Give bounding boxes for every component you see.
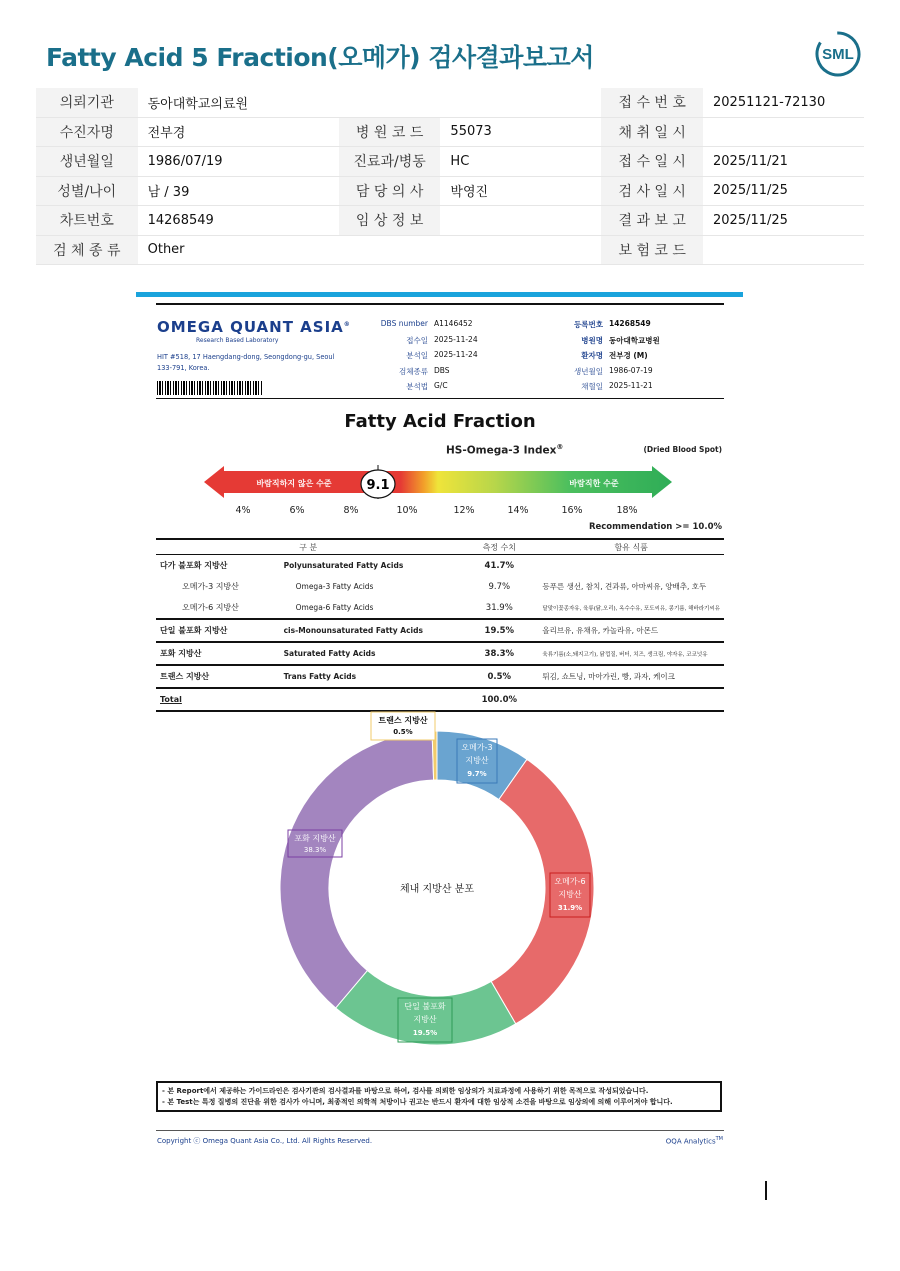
fatty-acid-title: Fatty Acid Fraction — [344, 411, 536, 432]
patient-field-value: 동아대학교의료원 — [138, 88, 339, 117]
acid-name-en: Saturated Fatty Acids — [280, 642, 461, 665]
report-title: Fatty Acid 5 Fraction(오메가) 검사결과보고서 — [46, 43, 594, 72]
acid-name-ko: 단일 불포화 지방산 — [156, 619, 280, 642]
meta-value: 동아대학교병원 — [609, 335, 660, 345]
acid-name-en: Omega-6 Fatty Acids — [295, 603, 374, 612]
patient-field-label: 임 상 정 보 — [339, 206, 441, 236]
patient-field-value: HC — [440, 147, 601, 177]
scale-tick: 18% — [616, 505, 638, 516]
acid-name-ko: 포화 지방산 — [156, 642, 280, 665]
meta-value: 2025-11-24 — [434, 350, 478, 359]
scale-tick: 10% — [396, 505, 418, 516]
meta-key: 병원명 — [581, 335, 603, 345]
omega3-index-scale — [204, 464, 672, 500]
acid-foods: 등푸른 생선, 참치, 견과류, 아마씨유, 양배추, 호두 — [542, 582, 707, 591]
index-value: 9.1 — [366, 478, 390, 493]
fatty-acid-row — [156, 619, 724, 642]
acid-percent: 19.5% — [460, 619, 538, 642]
sample-type-note: (Dried Blood Spot) — [643, 445, 722, 454]
lab-address: HIT #518, 17 Haengdang-dong, Seongdong-gu, Seoul 133-791, Korea. — [157, 353, 335, 372]
patient-field-value: Other — [138, 235, 339, 265]
report-meta-left — [370, 319, 570, 399]
disclaimer-line-2: - 본 Test는 특정 질병의 진단을 위한 검사가 아니며, 최종적인 의학적 처방이나 권고는 반드시 환자에 대한 임상적 소견을 바탕으로 임상의에 의해 이루어져야 합니다. — [162, 1098, 673, 1106]
patient-field-label: 병 원 코 드 — [339, 117, 441, 147]
patient-field-label — [339, 235, 441, 265]
acid-percent: 38.3% — [460, 642, 538, 665]
acid-foods: 달맞이꽃종자유, 육류(닭,오리), 옥수수유, 포도씨유, 콩기름, 해바라기씨유 — [542, 605, 720, 612]
logo-text: SML — [822, 46, 854, 63]
acid-percent: 9.7% — [488, 581, 511, 592]
meta-key: 검체종류 — [399, 366, 428, 376]
acid-foods: 튀김, 쇼트닝, 마아가린, 빵, 과자, 케이크 — [538, 665, 724, 688]
acid-percent: 0.5% — [460, 665, 538, 688]
acid-foods — [538, 555, 724, 577]
scale-high-label: 바람직한 수준 — [569, 479, 619, 488]
acid-foods: 육류기름(소,돼지고기), 닭껍질, 버터, 치즈, 생크림, 야자유, 코코넛유 — [538, 642, 724, 665]
slice-label-text: 지방산 — [558, 890, 582, 899]
patient-field-label: 결 과 보 고 — [601, 206, 703, 236]
patient-field-value — [440, 88, 601, 117]
slice-label-text: 포화 지방산 — [294, 834, 336, 843]
section-divider — [136, 292, 743, 297]
slice-label-text: 단일 불포화 — [404, 1002, 446, 1011]
meta-key: DBS number — [380, 319, 428, 328]
patient-row — [36, 117, 864, 147]
patient-row — [36, 88, 864, 117]
patient-field-label: 검 체 종 류 — [36, 235, 138, 265]
scale-tick: 4% — [235, 505, 251, 516]
acid-percent: 41.7% — [484, 560, 515, 571]
meta-key: 생년월일 — [574, 366, 603, 376]
meta-value: 2025-11-21 — [609, 381, 653, 390]
fatty-acid-row — [156, 597, 724, 619]
report-meta-right — [545, 319, 725, 399]
col-food: 함유 식품 — [538, 539, 724, 555]
meta-key: 접수일 — [406, 335, 428, 345]
scale-tick: 14% — [507, 505, 529, 516]
patient-field-value: 전부경 — [138, 117, 339, 147]
patient-field-value: 55073 — [440, 117, 601, 147]
acid-percent: 31.9% — [485, 602, 513, 613]
patient-field-label: 채 취 일 시 — [601, 117, 703, 147]
col-measure: 측정 수치 — [460, 539, 538, 555]
patient-row — [36, 147, 864, 177]
fatty-acid-row — [156, 642, 724, 665]
fatty-acid-donut-chart — [150, 706, 730, 1076]
donut-center-title: 체내 지방산 분포 — [400, 884, 474, 895]
sml-logo-icon — [814, 30, 862, 78]
patient-field-label: 의뢰기관 — [36, 88, 138, 117]
scale-low-label: 바람직하지 않은 수준 — [256, 479, 332, 488]
footer-rule — [156, 1130, 724, 1131]
patient-row — [36, 176, 864, 206]
slice-label-text: 오메가-6 — [554, 877, 586, 886]
col-category: 구 분 — [156, 539, 460, 555]
acid-name-ko: 오메가-6 지방산 — [182, 603, 239, 612]
fatty-acid-table — [156, 538, 724, 712]
patient-field-value: 20251121-72130 — [703, 88, 864, 117]
patient-field-label: 차트번호 — [36, 206, 138, 236]
slice-label-text: 0.5% — [393, 728, 413, 736]
scale-tick: 6% — [289, 505, 305, 516]
meta-value: 전부경 (M) — [609, 351, 648, 360]
meta-value: 2025-11-24 — [434, 334, 478, 344]
patient-field-label: 담 당 의 사 — [339, 176, 441, 206]
lab-tagline: Research Based Laboratory — [196, 337, 279, 344]
report-top-rule — [156, 303, 724, 305]
scale-tick: 16% — [561, 505, 583, 516]
patient-field-value: 2025/11/25 — [703, 176, 864, 206]
acid-name-ko: 다가 불포화 지방산 — [160, 561, 228, 570]
disclaimer-box — [156, 1081, 722, 1112]
patient-field-value: 1986/07/19 — [138, 147, 339, 177]
meta-value: A1146452 — [434, 319, 473, 328]
meta-value: G/C — [434, 381, 448, 390]
total-value: 100.0% — [460, 688, 538, 711]
slice-label-text: 31.9% — [557, 904, 583, 912]
acid-name-ko: 오메가-3 지방산 — [182, 582, 239, 591]
meta-key: 분석법 — [406, 382, 428, 391]
patient-info-table — [36, 88, 864, 265]
omega3-index-title: HS-Omega-3 Index® — [446, 443, 564, 457]
slice-label-text: 38.3% — [303, 846, 327, 854]
patient-row — [36, 206, 864, 236]
patient-field-label: 수진자명 — [36, 117, 138, 147]
fatty-acid-row — [156, 665, 724, 688]
oqa-analytics: OQA Analytics™ — [665, 1136, 723, 1146]
slice-label-text: 19.5% — [412, 1029, 438, 1037]
slice-label-text: 9.7% — [467, 770, 487, 778]
fatty-acid-row — [156, 555, 724, 577]
patient-field-value: 2025/11/21 — [703, 147, 864, 177]
meta-value: 14268549 — [609, 319, 651, 328]
patient-field-label: 성별/나이 — [36, 176, 138, 206]
scale-tick: 12% — [453, 505, 475, 516]
total-label: Total — [156, 688, 280, 711]
patient-field-label: 진료과/병동 — [339, 147, 441, 177]
acid-name-en: Polyunsaturated Fatty Acids — [283, 561, 404, 570]
patient-field-value: 14268549 — [138, 206, 339, 236]
patient-field-value — [703, 117, 864, 147]
patient-field-label: 생년월일 — [36, 147, 138, 177]
slice-label — [371, 712, 435, 740]
patient-field-value — [440, 235, 601, 265]
copyright: Copyright ⓒ Omega Quant Asia Co., Ltd. All Rights Reserved. — [157, 1137, 373, 1145]
lab-name: OMEGA QUANT ASIA® — [157, 318, 351, 336]
patient-field-label: 접 수 일 시 — [601, 147, 703, 177]
slice-label-text: 트랜스 지방산 — [378, 716, 428, 725]
slice-label-text: 지방산 — [413, 1015, 437, 1024]
patient-field-label: 검 사 일 시 — [601, 176, 703, 206]
meta-value: 1986-07-19 — [609, 365, 653, 375]
meta-key: 등록번호 — [574, 320, 603, 329]
acid-name-en: cis-Monounsaturated Fatty Acids — [280, 619, 461, 642]
patient-field-value: 남 / 39 — [138, 176, 339, 206]
report-header-rule — [156, 398, 724, 399]
slice-label-text: 지방산 — [465, 756, 489, 765]
patient-field-value — [440, 206, 601, 236]
patient-field-label — [339, 88, 441, 117]
scale-tick: 8% — [343, 505, 359, 516]
disclaimer-line-1: - 본 Report에서 제공하는 가이드라인은 검사기관의 검사결과를 바탕으로 하여, 검사를 의뢰한 임상의가 치료과정에 사용하기 위한 목적으로 작성되었습니다. — [162, 1087, 649, 1095]
meta-key: 분석일 — [406, 351, 428, 360]
patient-field-label: 접 수 번 호 — [601, 88, 703, 117]
recommendation: Recommendation >= 10.0% — [588, 522, 722, 532]
acid-foods: 올리브유, 유채유, 카놀라유, 아몬드 — [538, 619, 724, 642]
acid-name-ko: 트랜스 지방산 — [156, 665, 280, 688]
text-cursor — [765, 1181, 767, 1200]
meta-key: 채혈일 — [581, 382, 603, 391]
index-marker — [361, 465, 395, 499]
patient-field-value — [703, 235, 864, 265]
acid-name-en: Trans Fatty Acids — [280, 665, 461, 688]
donut-slice — [280, 731, 434, 1008]
barcode-icon — [157, 381, 263, 395]
patient-field-label: 보 험 코 드 — [601, 235, 703, 265]
patient-field-value: 박영진 — [440, 176, 601, 206]
meta-key: 환자명 — [581, 351, 603, 360]
patient-field-value: 2025/11/25 — [703, 206, 864, 236]
acid-name-en: Omega-3 Fatty Acids — [295, 582, 374, 591]
patient-row — [36, 235, 864, 265]
fatty-acid-row — [156, 576, 724, 597]
slice-label-text: 오메가-3 — [461, 743, 493, 752]
meta-value: DBS — [434, 365, 450, 375]
